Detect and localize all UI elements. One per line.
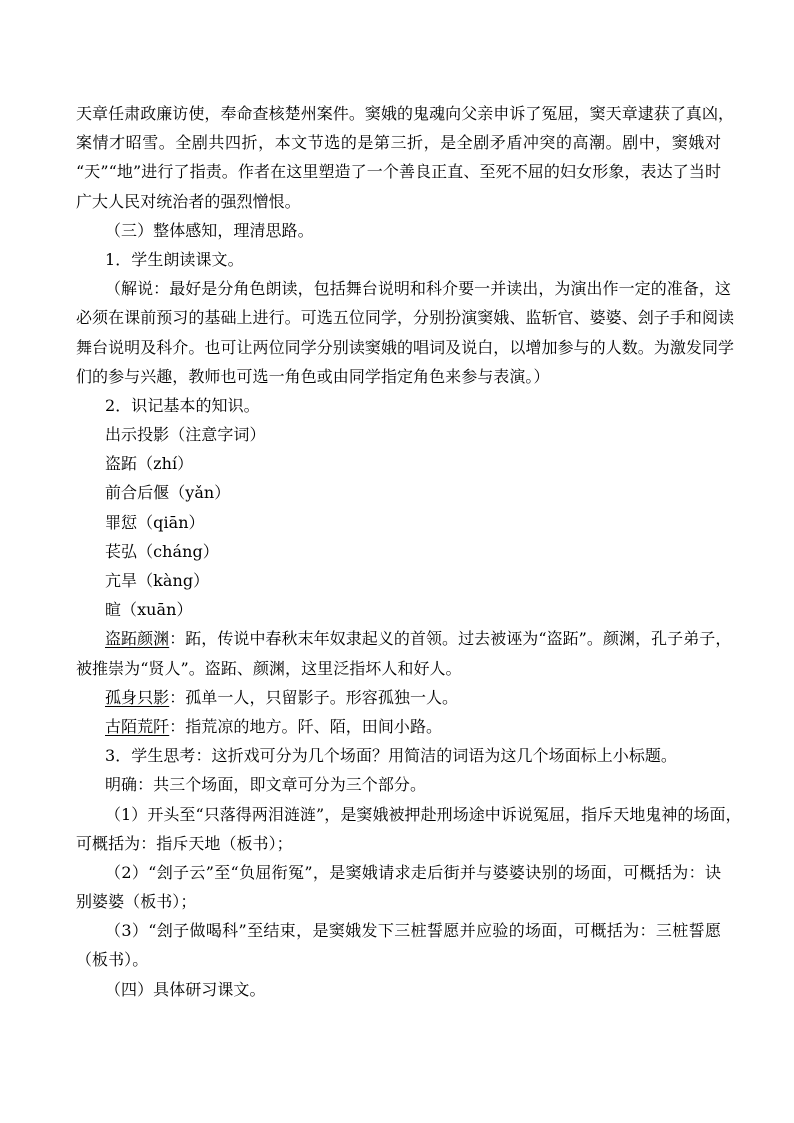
paragraph-line: 天章任肃政廉访使，奉命查核楚州案件。窦娥的鬼魂向父亲申诉了冤屈，窦天章逮获了真凶， xyxy=(76,104,735,123)
paragraph-line: （1）开头至“只落得两泪涟涟”，是窦娥被押赴刑场途中诉说冤屈，指斥天地鬼神的场面， xyxy=(105,804,742,824)
paragraph-line: 案情才昭雪。全剧共四折，本文节选的是第三折，是全剧矛盾冲突的高潮。剧中，窦娥对 xyxy=(76,133,721,153)
glossary-term: 古陌荒阡 xyxy=(105,716,170,736)
paragraph-line: 必须在课前预习的基础上进行。可选五位同学，分别扮演窦娥、监斩官、婆婆、刽子手和阅读 xyxy=(76,308,735,328)
glossary-entry xyxy=(76,712,721,741)
glossary-text: ：指荒凉的地方。阡、陌，田间小路。 xyxy=(169,716,443,736)
paragraph-line: 们的参与兴趣，教师也可选一角色或由同学指定角色来参与表演。） xyxy=(76,366,550,386)
step-heading: 2．识记基本的知识。 xyxy=(105,395,260,415)
glossary-text: ：跖，传说中春秋末年奴隶起义的首领。过去被诬为“盗跖”。颜渊，孔子弟子， xyxy=(169,629,732,649)
glossary-term: 盗跖颜渊 xyxy=(105,629,170,649)
section-heading: （三）整体感知，理清思路。 xyxy=(105,220,314,240)
paragraph-line: 别婆婆（板书）； xyxy=(76,892,197,912)
document-body xyxy=(76,99,742,1004)
section-heading: （四）具体研习课文。 xyxy=(105,979,266,999)
step-heading: 1．学生朗读课文。 xyxy=(105,249,244,269)
vocab-item: 罪愆（qiān） xyxy=(105,512,205,532)
paragraph-line: 可概括为：指斥天地（板书）； xyxy=(76,833,293,853)
paragraph-line: （2）“刽子云”至“负屈衔冤”，是窦娥请求走后街并与婆婆诀别的场面，可概括为：诀 xyxy=(105,862,721,882)
paragraph-line: 舞台说明及科介。也可让两位同学分别读窦娥的唱词及说白，以增加参与的人数。为激发同学 xyxy=(76,337,735,357)
step-heading: 3．学生思考：这折戏可分为几个场面？用简洁的词语为这几个场面标上小标题。 xyxy=(105,746,677,766)
vocab-intro: 出示投影（注意字词） xyxy=(105,425,266,445)
paragraph-line: （板书）。 xyxy=(76,950,149,970)
vocab-item: 盗跖（zhí） xyxy=(105,454,194,474)
paragraph-line: “天”“地”进行了指责。作者在这里塑造了一个善良正直、至死不屈的妇女形象，表达了当时 xyxy=(76,162,721,182)
paragraph-line: 明确：共三个场面，即文章可分为三个部分。 xyxy=(105,775,427,795)
paragraph-line: （3）“刽子做喝科”至结束，是窦娥发下三桩誓愿并应验的场面，可概括为：三桩誓愿 xyxy=(105,921,721,941)
glossary-entry xyxy=(76,624,732,653)
glossary-entry-continued: 被推崇为“贤人”。盗跖、颜渊，这里泛指坏人和好人。 xyxy=(76,658,462,678)
glossary-text: ：孤单一人，只留影子。形容孤独一人。 xyxy=(169,687,459,707)
glossary-term: 孤身只影 xyxy=(105,687,170,707)
glossary-entry xyxy=(76,683,721,712)
paragraph-line: （解说：最好是分角色朗读，包括舞台说明和科介要一并读出，为演出作一定的准备，这 xyxy=(105,279,731,299)
paragraph-line: 广大人民对统治者的强烈憎恨。 xyxy=(76,191,301,211)
vocab-item: 苌弘（cháng） xyxy=(105,541,219,561)
vocab-item: 亢旱（kàng） xyxy=(105,571,210,590)
vocab-item: 前合后偃（yǎn） xyxy=(105,483,231,503)
vocab-item: 暄（xuān） xyxy=(105,600,193,620)
